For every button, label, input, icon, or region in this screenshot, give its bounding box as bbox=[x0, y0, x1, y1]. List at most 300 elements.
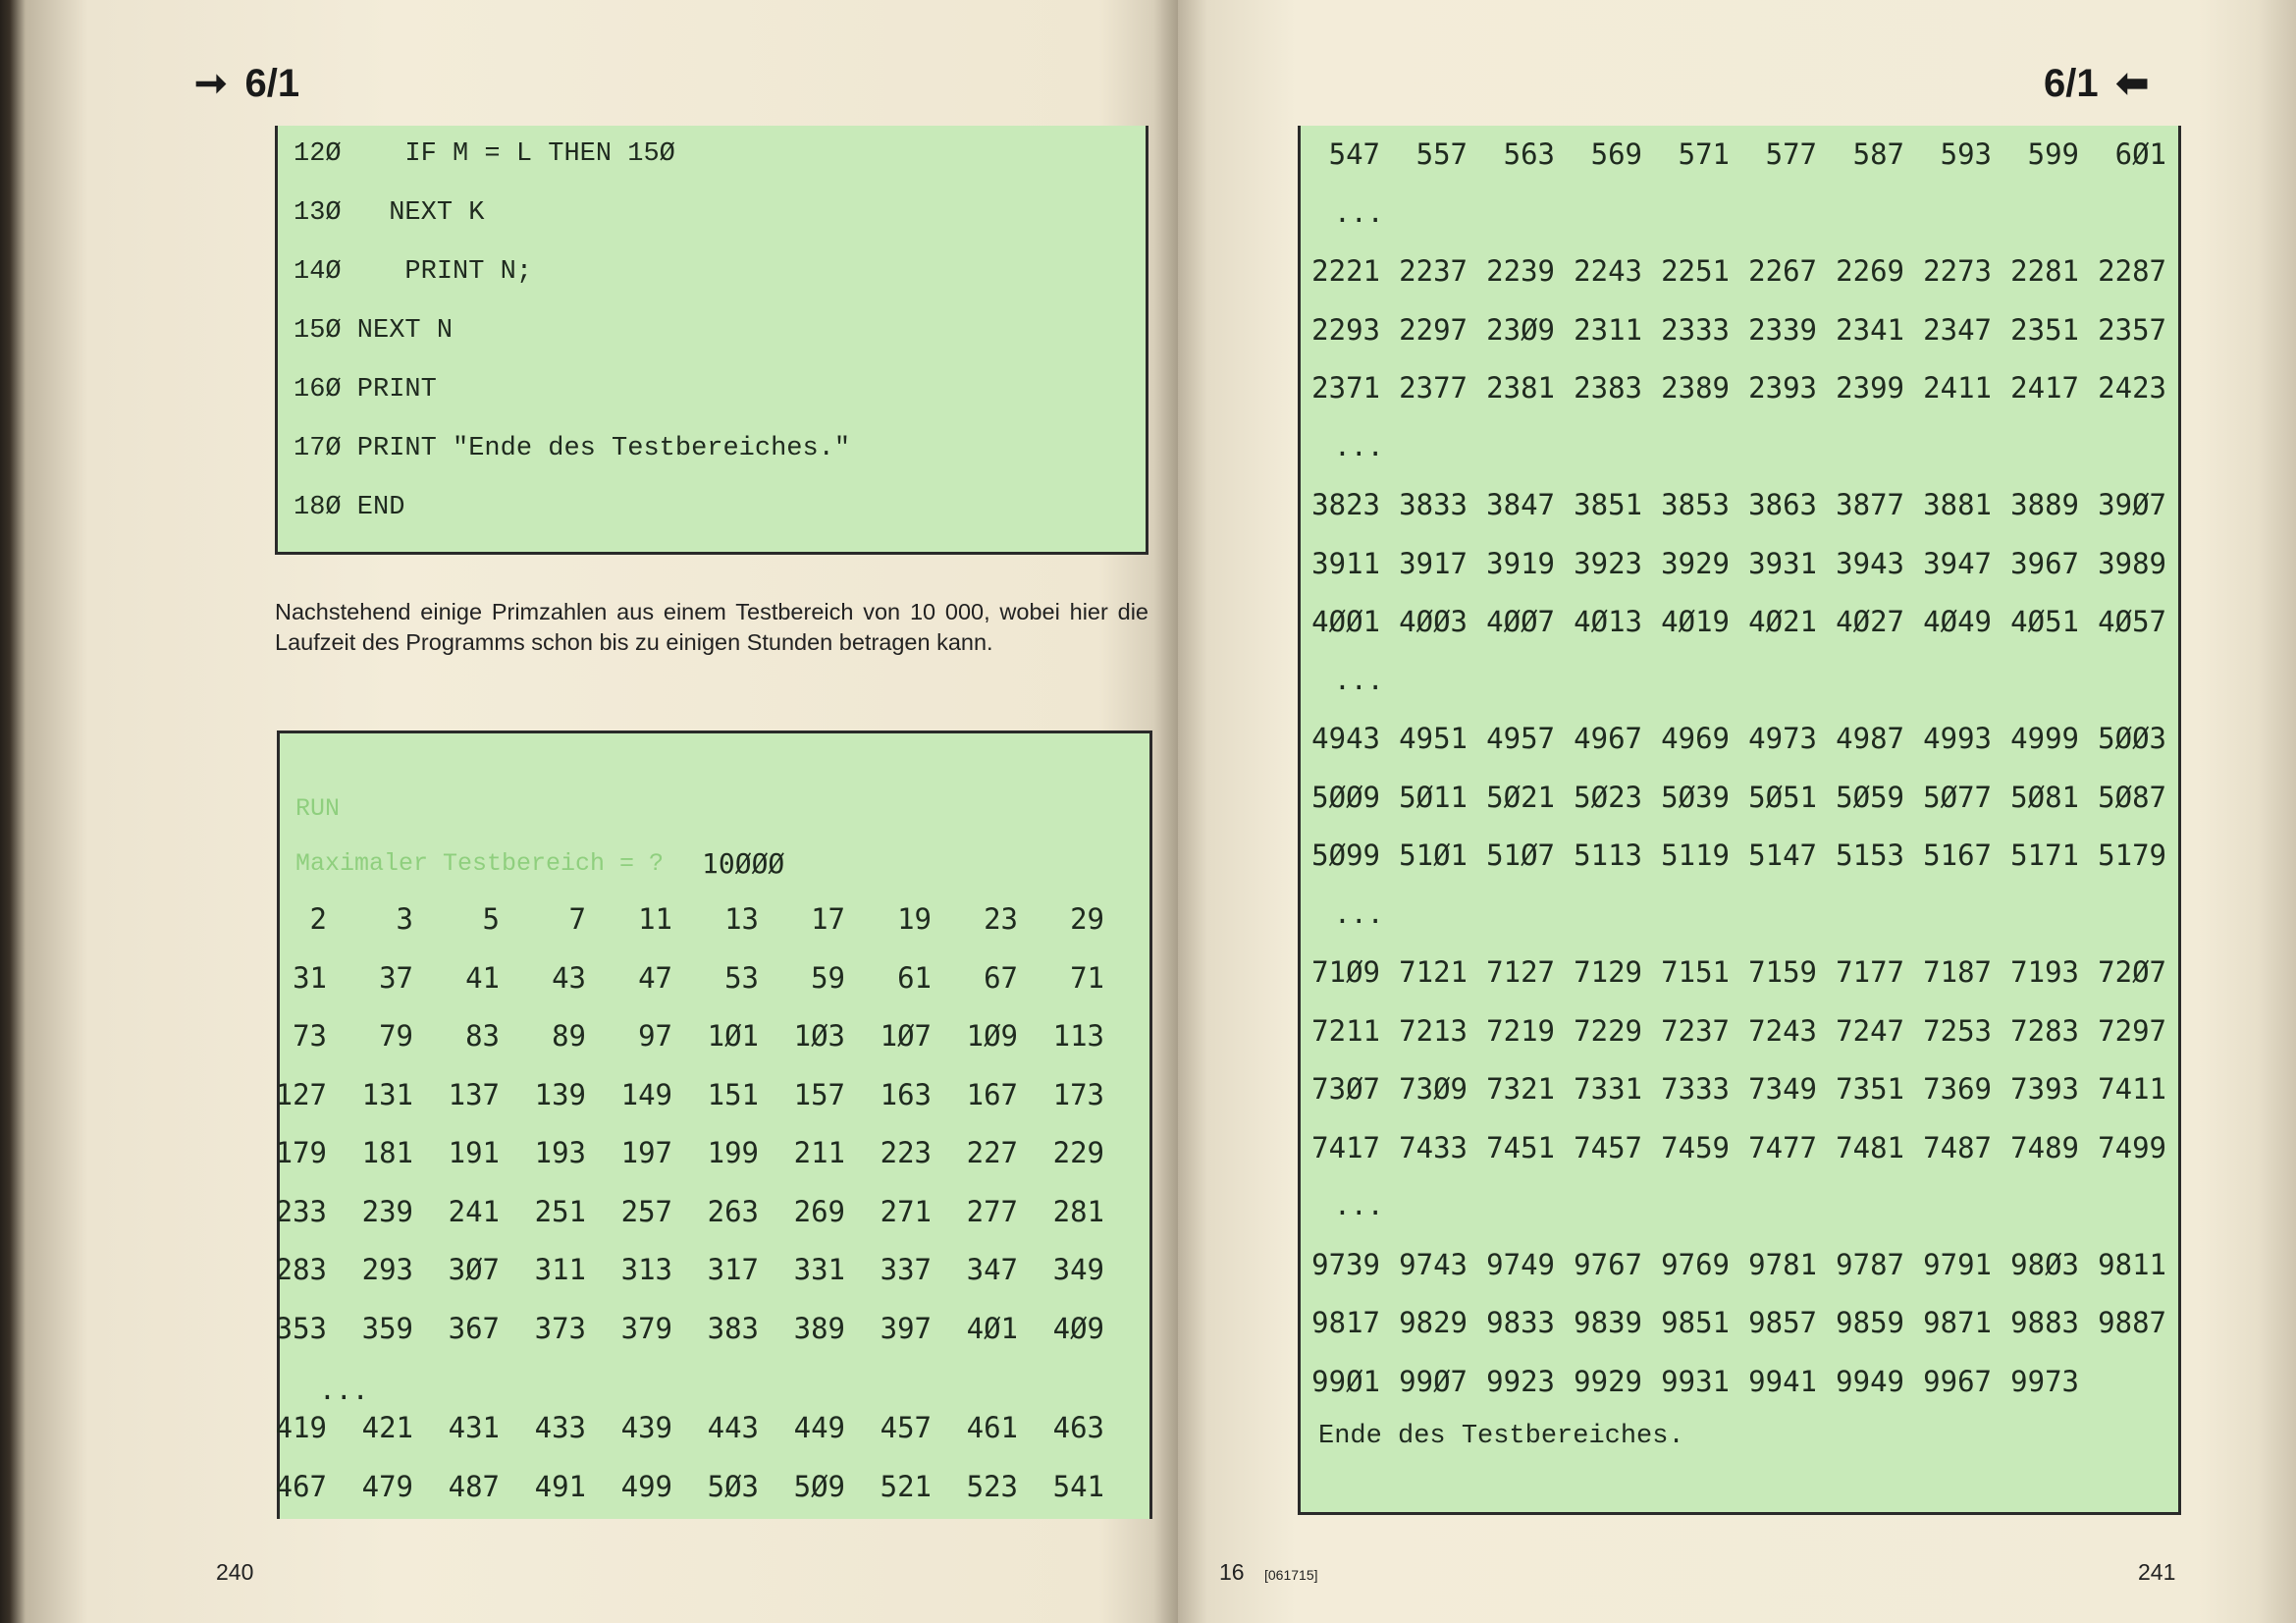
ellipsis: ... bbox=[1334, 1189, 1384, 1221]
ellipsis: ... bbox=[1334, 429, 1384, 462]
number-row bbox=[240, 1078, 1104, 1111]
prime-number: 383 bbox=[707, 1311, 759, 1345]
prime-number: 4ØØ1 bbox=[1311, 605, 1380, 638]
prime-number: 179 bbox=[275, 1136, 327, 1169]
prime-number: 4951 bbox=[1399, 722, 1468, 755]
prime-number: 9871 bbox=[1923, 1306, 1992, 1339]
prime-number: 2381 bbox=[1486, 371, 1555, 405]
prime-number: 2267 bbox=[1748, 254, 1817, 288]
prime-number: 2237 bbox=[1399, 254, 1468, 288]
prime-number: 7349 bbox=[1748, 1072, 1817, 1106]
code-line: 15Ø NEXT N bbox=[294, 316, 454, 346]
number-row bbox=[1293, 371, 2166, 405]
prime-number: 9787 bbox=[1836, 1247, 1904, 1281]
prime-number: 9883 bbox=[2010, 1306, 2079, 1339]
prime-number: 449 bbox=[793, 1411, 845, 1444]
prime-number: 4969 bbox=[1661, 722, 1730, 755]
prime-number: 571 bbox=[1678, 137, 1730, 171]
prime-number: 263 bbox=[707, 1194, 759, 1228]
run-command: RUN bbox=[295, 794, 341, 823]
prime-number: 7193 bbox=[2010, 955, 2079, 989]
prime-number: 4Ø27 bbox=[1836, 605, 1904, 638]
prime-number: 2423 bbox=[2098, 371, 2166, 405]
prime-number: 1Ø7 bbox=[880, 1019, 932, 1053]
prime-number: 337 bbox=[880, 1253, 932, 1286]
prime-number: 89 bbox=[552, 1019, 586, 1053]
prime-number: 463 bbox=[1052, 1411, 1104, 1444]
prime-number: 53 bbox=[724, 960, 759, 995]
ellipsis: ... bbox=[1334, 896, 1384, 930]
prime-number: 521 bbox=[880, 1470, 932, 1503]
prime-number: 79 bbox=[379, 1019, 413, 1053]
prime-number: 467 bbox=[275, 1470, 327, 1503]
prime-number: 151 bbox=[707, 1077, 759, 1111]
prime-number: 569 bbox=[1590, 137, 1642, 171]
prime-number: 2389 bbox=[1661, 371, 1730, 405]
prime-number: 7253 bbox=[1923, 1013, 1992, 1048]
number-row bbox=[240, 902, 1104, 936]
prime-number: 17 bbox=[811, 902, 845, 936]
prime-number: 331 bbox=[793, 1253, 845, 1286]
prime-number: 2281 bbox=[2010, 254, 2079, 288]
prime-number: 547 bbox=[1328, 137, 1380, 171]
prime-number: 5ØØ3 bbox=[2098, 722, 2166, 755]
code-line: 14Ø PRINT N; bbox=[294, 257, 533, 287]
prime-number: 3943 bbox=[1836, 546, 1904, 580]
prime-number: 4987 bbox=[1836, 722, 1904, 755]
prime-number: 193 bbox=[534, 1136, 586, 1169]
number-row bbox=[1293, 605, 2166, 638]
number-row bbox=[1293, 488, 2166, 521]
prime-number: 233 bbox=[275, 1194, 327, 1228]
prime-number: 557 bbox=[1415, 137, 1468, 171]
number-row bbox=[1293, 781, 2166, 814]
prime-number: 271 bbox=[880, 1194, 932, 1228]
prime-number: 59 bbox=[811, 960, 845, 995]
prime-number: 3989 bbox=[2098, 546, 2166, 580]
prime-number: 5Ø99 bbox=[1311, 839, 1380, 872]
prime-number: 431 bbox=[448, 1411, 500, 1444]
prime-number: 71 bbox=[1070, 960, 1104, 995]
prime-number: 7369 bbox=[1923, 1072, 1992, 1106]
prime-number: 7411 bbox=[2098, 1072, 2166, 1106]
prime-number: 13 bbox=[724, 902, 759, 936]
prime-number: 7247 bbox=[1836, 1013, 1904, 1048]
prime-number: 5Ø23 bbox=[1574, 780, 1642, 814]
prime-number: 223 bbox=[880, 1136, 932, 1169]
prime-number: 2411 bbox=[1923, 371, 1992, 405]
number-row bbox=[1293, 254, 2166, 288]
prime-number: 5167 bbox=[1923, 839, 1992, 872]
prime-number: 5179 bbox=[2098, 839, 2166, 872]
prime-number: 419 bbox=[275, 1411, 327, 1444]
prime-number: 23 bbox=[984, 902, 1018, 936]
prime-number: 71Ø9 bbox=[1311, 955, 1380, 989]
prime-number: 67 bbox=[984, 960, 1018, 995]
prime-number: 6Ø1 bbox=[2114, 137, 2166, 171]
prime-number: 5Ø9 bbox=[793, 1470, 845, 1503]
ellipsis: ... bbox=[319, 1374, 369, 1406]
prime-number: 4Ø49 bbox=[1923, 605, 1992, 638]
prime-number: 7213 bbox=[1399, 1013, 1468, 1048]
prime-number: 7283 bbox=[2010, 1013, 2079, 1048]
prime-number: 5Ø51 bbox=[1748, 780, 1817, 814]
prime-number: 2347 bbox=[1923, 312, 1992, 347]
prime-number: 3853 bbox=[1661, 488, 1730, 521]
prime-number: 281 bbox=[1052, 1194, 1104, 1228]
prime-number: 43 bbox=[552, 960, 586, 995]
number-row bbox=[240, 1470, 1104, 1503]
prime-number: 9811 bbox=[2098, 1247, 2166, 1281]
prime-number: 9739 bbox=[1311, 1247, 1380, 1281]
prompt-text: Maximaler Testbereich = ? bbox=[295, 849, 665, 878]
prime-number: 479 bbox=[361, 1470, 413, 1503]
prime-number: 157 bbox=[793, 1077, 845, 1111]
prime-number: 2239 bbox=[1486, 254, 1555, 288]
prime-number: 173 bbox=[1052, 1077, 1104, 1111]
prime-number: 9781 bbox=[1748, 1247, 1817, 1281]
prime-number: 3929 bbox=[1661, 546, 1730, 580]
prime-number: 7297 bbox=[2098, 1013, 2166, 1048]
prime-number: 73 bbox=[293, 1019, 327, 1053]
prime-number: 541 bbox=[1052, 1470, 1104, 1503]
prime-number: 4Ø1 bbox=[966, 1311, 1018, 1345]
prime-number: 2417 bbox=[2010, 371, 2079, 405]
code-listing-box bbox=[275, 126, 1148, 555]
prime-number: 3911 bbox=[1311, 546, 1380, 580]
prime-number: 2221 bbox=[1311, 254, 1380, 288]
prime-number: 4967 bbox=[1574, 722, 1642, 755]
prime-number: 2383 bbox=[1574, 371, 1642, 405]
prime-number: 7459 bbox=[1661, 1130, 1730, 1164]
prime-number: 7477 bbox=[1748, 1130, 1817, 1164]
prime-number: 7159 bbox=[1748, 955, 1817, 989]
code-line: 18Ø END bbox=[294, 493, 405, 522]
prime-number: 7487 bbox=[1923, 1130, 1992, 1164]
prime-number: 593 bbox=[1940, 137, 1992, 171]
prime-number: 7333 bbox=[1661, 1072, 1730, 1106]
prime-number: 5153 bbox=[1836, 839, 1904, 872]
description-paragraph: Nachstehend einige Primzahlen aus einem Testbereich von 10 000, wobei hier die Laufzeit des Programms schon bis zu einigen Stunden betragen kann. bbox=[275, 599, 1148, 655]
prime-number: 5171 bbox=[2010, 839, 2079, 872]
number-row bbox=[240, 1411, 1104, 1444]
prime-number: 359 bbox=[361, 1311, 413, 1345]
prime-number: 9767 bbox=[1574, 1247, 1642, 1281]
prime-number: 5119 bbox=[1661, 839, 1730, 872]
prime-number: 99Ø1 bbox=[1311, 1364, 1380, 1398]
prime-number: 7457 bbox=[1574, 1130, 1642, 1164]
prime-number: 4Ø57 bbox=[2098, 605, 2166, 638]
right-header bbox=[2044, 61, 2149, 106]
prime-number: 211 bbox=[793, 1136, 845, 1169]
prime-number: 9743 bbox=[1399, 1247, 1468, 1281]
left-header bbox=[194, 61, 299, 106]
prime-number: 2371 bbox=[1311, 371, 1380, 405]
prime-number: 163 bbox=[880, 1077, 932, 1111]
prime-number: 499 bbox=[620, 1470, 672, 1503]
number-row bbox=[240, 1136, 1104, 1169]
prime-number: 7129 bbox=[1574, 955, 1642, 989]
arrow-right-icon: ➞ bbox=[194, 62, 228, 105]
prime-number: 127 bbox=[275, 1077, 327, 1111]
prime-number: 4957 bbox=[1486, 722, 1555, 755]
number-row bbox=[240, 1253, 1104, 1286]
prime-number: 7351 bbox=[1836, 1072, 1904, 1106]
prime-number: 2269 bbox=[1836, 254, 1904, 288]
prime-number: 3863 bbox=[1748, 488, 1817, 521]
prime-number: 3Ø7 bbox=[448, 1253, 500, 1286]
right-section-label: 6/1 bbox=[2044, 61, 2099, 105]
code-line: 13Ø NEXT K bbox=[294, 198, 485, 228]
prime-number: 9973 bbox=[2010, 1364, 2079, 1398]
prime-number: 131 bbox=[361, 1077, 413, 1111]
prime-number: 3947 bbox=[1923, 546, 1992, 580]
prime-number: 9749 bbox=[1486, 1247, 1555, 1281]
prime-number: 3823 bbox=[1311, 488, 1380, 521]
prime-number: 7451 bbox=[1486, 1130, 1555, 1164]
print-code: [061715] bbox=[1264, 1567, 1318, 1583]
prime-number: 3889 bbox=[2010, 488, 2079, 521]
prime-number: 373 bbox=[534, 1311, 586, 1345]
prime-number: 7127 bbox=[1486, 955, 1555, 989]
prime-number: 5Ø39 bbox=[1661, 780, 1730, 814]
prime-number: 39Ø7 bbox=[2098, 488, 2166, 521]
number-row bbox=[1293, 1072, 2166, 1106]
prime-number: 3877 bbox=[1836, 488, 1904, 521]
prime-number: 4ØØ7 bbox=[1486, 605, 1555, 638]
number-row bbox=[240, 1195, 1104, 1228]
prime-number: 2377 bbox=[1399, 371, 1468, 405]
prime-number: 487 bbox=[448, 1470, 500, 1503]
prime-number: 4Ø21 bbox=[1748, 605, 1817, 638]
prime-number: 443 bbox=[707, 1411, 759, 1444]
prime-number: 9839 bbox=[1574, 1306, 1642, 1339]
prime-number: 9769 bbox=[1661, 1247, 1730, 1281]
prime-number: 139 bbox=[534, 1077, 586, 1111]
prime-number: 5 bbox=[482, 902, 500, 936]
prime-number: 137 bbox=[448, 1077, 500, 1111]
prime-number: 83 bbox=[465, 1019, 500, 1053]
prime-number: 19 bbox=[897, 902, 932, 936]
prime-number: 191 bbox=[448, 1136, 500, 1169]
number-row bbox=[1293, 722, 2166, 755]
ellipsis: ... bbox=[1334, 195, 1384, 229]
number-row bbox=[1293, 839, 2166, 872]
prime-number: 7229 bbox=[1574, 1013, 1642, 1048]
prime-number: 587 bbox=[1852, 137, 1904, 171]
prime-number: 4973 bbox=[1748, 722, 1817, 755]
prime-number: 3 bbox=[396, 902, 413, 936]
prime-number: 433 bbox=[534, 1411, 586, 1444]
program-output-continued-box bbox=[1298, 126, 2181, 1515]
arrow-left-icon: ⬅ bbox=[2115, 62, 2150, 105]
prime-number: 367 bbox=[448, 1311, 500, 1345]
prime-number: 3847 bbox=[1486, 488, 1555, 521]
prime-number: 229 bbox=[1052, 1136, 1104, 1169]
number-row bbox=[1293, 1014, 2166, 1048]
prime-number: 7331 bbox=[1574, 1072, 1642, 1106]
page-number-right: 241 bbox=[2138, 1559, 2176, 1585]
prime-number: 9887 bbox=[2098, 1306, 2166, 1339]
prime-number: 2339 bbox=[1748, 312, 1817, 347]
left-section-label: 6/1 bbox=[244, 61, 300, 105]
prime-number: 2287 bbox=[2098, 254, 2166, 288]
number-row bbox=[1293, 137, 2166, 171]
prime-number: 2243 bbox=[1574, 254, 1642, 288]
prime-number: 3931 bbox=[1748, 546, 1817, 580]
number-row bbox=[1293, 1131, 2166, 1164]
prime-number: 4943 bbox=[1311, 722, 1380, 755]
prime-number: 9833 bbox=[1486, 1306, 1555, 1339]
prime-number: 439 bbox=[620, 1411, 672, 1444]
prime-number: 1Ø3 bbox=[793, 1019, 845, 1053]
end-message: Ende des Testbereiches. bbox=[1318, 1422, 1684, 1451]
prime-number: 4Ø51 bbox=[2010, 605, 2079, 638]
prime-number: 9829 bbox=[1399, 1306, 1468, 1339]
prime-number: 5Ø77 bbox=[1923, 780, 1992, 814]
prime-number: 313 bbox=[620, 1253, 672, 1286]
prime-number: 7211 bbox=[1311, 1013, 1380, 1048]
prime-number: 2351 bbox=[2010, 312, 2079, 347]
prime-number: 98Ø3 bbox=[2010, 1247, 2079, 1281]
prime-number: 61 bbox=[897, 960, 932, 995]
prime-number: 349 bbox=[1052, 1253, 1104, 1286]
prime-number: 9929 bbox=[1574, 1364, 1642, 1398]
prime-number: 5113 bbox=[1574, 839, 1642, 872]
prime-number: 5Ø87 bbox=[2098, 780, 2166, 814]
prime-number: 5Ø59 bbox=[1836, 780, 1904, 814]
prime-number: 73Ø9 bbox=[1399, 1072, 1468, 1106]
prime-number: 2311 bbox=[1574, 312, 1642, 347]
prime-number: 9923 bbox=[1486, 1364, 1555, 1398]
prime-number: 7177 bbox=[1836, 955, 1904, 989]
prime-number: 269 bbox=[793, 1194, 845, 1228]
prime-number: 167 bbox=[966, 1077, 1018, 1111]
prime-number: 257 bbox=[620, 1194, 672, 1228]
code-line: 16Ø PRINT bbox=[294, 375, 437, 405]
prime-number: 277 bbox=[966, 1194, 1018, 1228]
prime-number: 353 bbox=[275, 1311, 327, 1345]
prime-number: 5Ø21 bbox=[1486, 780, 1555, 814]
prime-number: 2297 bbox=[1399, 312, 1468, 347]
prime-number: 4ØØ3 bbox=[1399, 605, 1468, 638]
prime-number: 293 bbox=[361, 1253, 413, 1286]
prime-number: 7417 bbox=[1311, 1130, 1380, 1164]
prime-number: 7219 bbox=[1486, 1013, 1555, 1048]
prime-number: 31 bbox=[293, 960, 327, 995]
prime-number: 9967 bbox=[1923, 1364, 1992, 1398]
prime-number: 7121 bbox=[1399, 955, 1468, 989]
prime-number: 11 bbox=[638, 902, 672, 936]
prime-number: 37 bbox=[379, 960, 413, 995]
prime-number: 99Ø7 bbox=[1399, 1364, 1468, 1398]
prime-number: 2341 bbox=[1836, 312, 1904, 347]
prime-number: 239 bbox=[361, 1194, 413, 1228]
prime-number: 3851 bbox=[1574, 488, 1642, 521]
prime-number: 4Ø19 bbox=[1661, 605, 1730, 638]
number-row bbox=[1293, 1365, 2079, 1398]
prime-number: 9851 bbox=[1661, 1306, 1730, 1339]
prime-number: 7237 bbox=[1661, 1013, 1730, 1048]
prime-number: 2333 bbox=[1661, 312, 1730, 347]
prime-number: 7 bbox=[568, 902, 586, 936]
prime-number: 113 bbox=[1052, 1019, 1104, 1053]
program-output-box bbox=[277, 730, 1152, 1519]
prime-number: 3917 bbox=[1399, 546, 1468, 580]
prime-number: 311 bbox=[534, 1253, 586, 1286]
prime-number: 9941 bbox=[1748, 1364, 1817, 1398]
number-row bbox=[1293, 1306, 2166, 1339]
prime-number: 9817 bbox=[1311, 1306, 1380, 1339]
ellipsis: ... bbox=[1334, 663, 1384, 696]
number-row bbox=[1293, 313, 2166, 347]
prime-number: 421 bbox=[361, 1411, 413, 1444]
prime-number: 389 bbox=[793, 1311, 845, 1345]
prime-number: 3967 bbox=[2010, 546, 2079, 580]
prime-number: 23Ø9 bbox=[1486, 312, 1555, 347]
prime-number: 47 bbox=[638, 960, 672, 995]
prime-number: 5147 bbox=[1748, 839, 1817, 872]
prime-number: 5Ø3 bbox=[707, 1470, 759, 1503]
prime-number: 397 bbox=[880, 1311, 932, 1345]
prime-number: 199 bbox=[707, 1136, 759, 1169]
prime-number: 7151 bbox=[1661, 955, 1730, 989]
prime-number: 3833 bbox=[1399, 488, 1468, 521]
prime-number: 563 bbox=[1503, 137, 1555, 171]
prime-number: 97 bbox=[638, 1019, 672, 1053]
prime-number: 7489 bbox=[2010, 1130, 2079, 1164]
number-row bbox=[1293, 955, 2166, 989]
prime-number: 1Ø9 bbox=[966, 1019, 1018, 1053]
prime-number: 9931 bbox=[1661, 1364, 1730, 1398]
code-line: 17Ø PRINT "Ende des Testbereiches." bbox=[294, 434, 851, 463]
prime-number: 7393 bbox=[2010, 1072, 2079, 1106]
prime-number: 7481 bbox=[1836, 1130, 1904, 1164]
prime-number: 5Ø11 bbox=[1399, 780, 1468, 814]
prime-number: 491 bbox=[534, 1470, 586, 1503]
prime-number: 2273 bbox=[1923, 254, 1992, 288]
prime-number: 3923 bbox=[1574, 546, 1642, 580]
prime-number: 577 bbox=[1765, 137, 1817, 171]
prime-number: 2 bbox=[309, 902, 327, 936]
prime-number: 73Ø7 bbox=[1311, 1072, 1380, 1106]
right-page bbox=[1178, 0, 2296, 1623]
prime-number: 2393 bbox=[1748, 371, 1817, 405]
page-number-left: 240 bbox=[216, 1559, 254, 1585]
number-row bbox=[240, 961, 1104, 995]
number-row bbox=[1293, 547, 2166, 580]
prime-number: 4Ø9 bbox=[1052, 1311, 1104, 1345]
prime-number: 317 bbox=[707, 1253, 759, 1286]
prime-number: 3881 bbox=[1923, 488, 1992, 521]
prime-number: 1Ø1 bbox=[707, 1019, 759, 1053]
prime-number: 2399 bbox=[1836, 371, 1904, 405]
prime-number: 41 bbox=[465, 960, 500, 995]
prime-number: 197 bbox=[620, 1136, 672, 1169]
prime-number: 457 bbox=[880, 1411, 932, 1444]
prime-number: 251 bbox=[534, 1194, 586, 1228]
code-line: 12Ø IF M = L THEN 15Ø bbox=[294, 139, 675, 169]
prime-number: 3919 bbox=[1486, 546, 1555, 580]
prime-number: 5Ø81 bbox=[2010, 780, 2079, 814]
prime-number: 599 bbox=[2027, 137, 2079, 171]
prime-number: 9949 bbox=[1836, 1364, 1904, 1398]
input-value: 10ØØØ bbox=[702, 847, 785, 880]
prime-number: 9791 bbox=[1923, 1247, 1992, 1281]
prime-number: 461 bbox=[966, 1411, 1018, 1444]
prime-number: 29 bbox=[1070, 902, 1104, 936]
prime-number: 2251 bbox=[1661, 254, 1730, 288]
